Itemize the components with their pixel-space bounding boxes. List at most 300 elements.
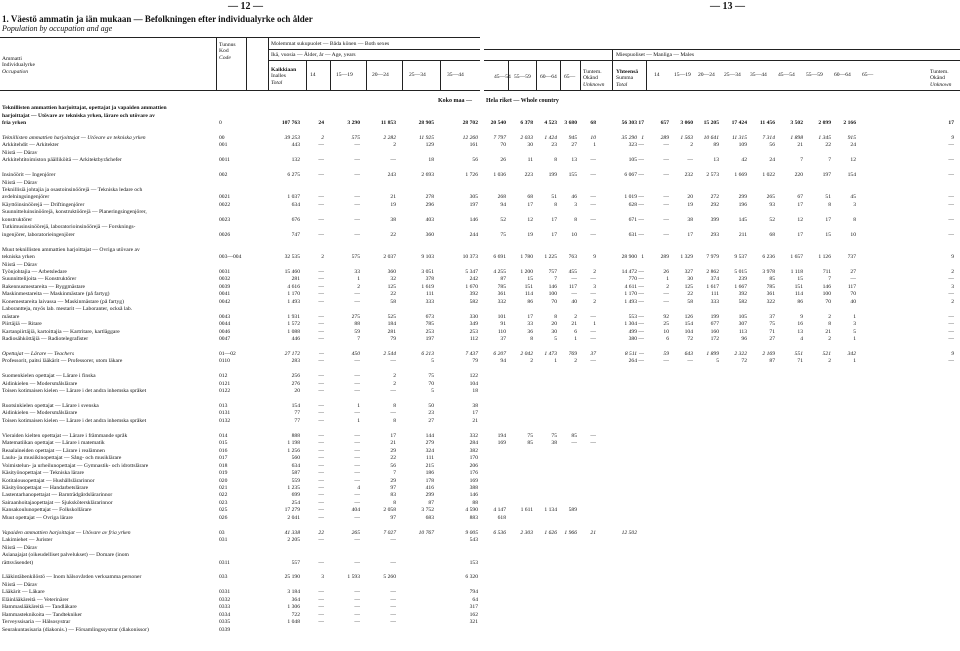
cell-value: 281: [291, 276, 300, 283]
table-row: [2, 381, 480, 388]
cell-value: 1: [357, 403, 360, 409]
cell-value: 79: [390, 336, 396, 342]
cell-value: 1 022: [762, 172, 775, 179]
cell-value: 330: [469, 313, 478, 320]
cell-value: 8: [828, 201, 831, 208]
cell-value: 146: [469, 216, 478, 223]
cell-value: —: [354, 537, 360, 544]
row-label: Toisen kotimaisen kielen — Lärare i det andra inhemska språket: [2, 388, 147, 395]
cell-value: 9 103: [421, 254, 434, 260]
row-label: Opettajat — Lärare — Teachers: [2, 350, 74, 357]
cell-value: 113: [738, 328, 747, 335]
row-label: Kartanpiirtäjiä, kartoittajia — Kartritare, kartläggare: [2, 328, 120, 335]
cell-value: 2: [666, 283, 669, 290]
cell-value: —: [590, 276, 596, 283]
cell-value: —: [663, 231, 669, 238]
cell-value: 1 118: [790, 268, 803, 275]
cell-value: 1 493: [624, 298, 637, 305]
cell-value: 1 966: [564, 529, 577, 536]
row-code: 0335: [219, 619, 231, 626]
row-code: 022: [219, 492, 228, 499]
cell-value: —: [948, 201, 954, 208]
cell-value: 9: [951, 350, 954, 357]
table-row-right: [484, 597, 960, 604]
cell-value: 56: [472, 157, 478, 164]
cell-value: 23: [551, 142, 557, 149]
cell-value: —: [318, 403, 324, 409]
header-age-45-54: 45—54: [494, 74, 511, 80]
cell-value: 560: [291, 455, 300, 462]
cell-value: 22: [390, 231, 396, 238]
cell-value: 37: [590, 350, 596, 357]
cell-value: 711: [822, 268, 831, 275]
cell-value: 4 523: [544, 119, 557, 126]
header-male-age-5: 45—54: [778, 72, 795, 78]
table-row-right: [484, 589, 960, 596]
cell-value: —: [390, 410, 396, 417]
cell-value: 12: [527, 216, 533, 223]
row-code: 0046: [219, 328, 231, 335]
row-label: Suomenkielen opettajat — Lärare i finska: [2, 373, 96, 380]
cell-value: 88: [472, 499, 478, 506]
cell-value: 5: [716, 358, 719, 365]
row-code: 00: [219, 134, 225, 141]
row-label: Suunnitteluinsinöörejä, konstruktöörejä — Planeringsingenjörer,: [2, 209, 147, 216]
cell-value: 17 279: [284, 507, 300, 514]
row-code: 0031: [219, 268, 231, 275]
cell-value: 321: [469, 619, 478, 626]
cell-value: —: [590, 231, 596, 238]
cell-value: —: [571, 291, 577, 298]
row-code: 03: [219, 529, 225, 536]
row-label: tekniska yrken: [2, 254, 35, 260]
cell-value: 333: [425, 298, 434, 305]
cell-value: —: [390, 537, 396, 544]
cell-value: 105: [628, 157, 637, 164]
table-row: [2, 366, 480, 373]
table-row: [2, 351, 480, 358]
cell-value: 244: [469, 231, 478, 238]
header-male-age-3: 25—34: [724, 72, 741, 78]
table-row: [2, 373, 480, 380]
cell-value: —: [638, 142, 644, 149]
cell-value: 278: [425, 194, 434, 201]
cell-value: 56: [390, 462, 396, 469]
cell-value: 24: [850, 142, 856, 149]
cell-value: —: [318, 172, 324, 179]
cell-value: 232: [684, 172, 693, 179]
cell-value: 8 511: [624, 350, 637, 357]
cell-value: 1 048: [287, 619, 300, 626]
row-label: Kansakoulunopettajat — Folkskollärare: [2, 507, 92, 514]
cell-value: 5 015: [734, 268, 747, 275]
cell-value: —: [948, 276, 954, 283]
cell-value: 275: [351, 313, 360, 320]
cell-value: 17: [551, 216, 557, 223]
table-row: [2, 262, 480, 269]
row-label: Käsityönopettajat — Handarbetslärare: [2, 484, 89, 491]
cell-value: 4 590: [465, 507, 478, 514]
cell-value: 265: [351, 529, 360, 536]
cell-value: 20: [687, 194, 693, 201]
cell-value: 416: [425, 484, 434, 491]
cell-value: —: [318, 268, 324, 275]
cell-value: 215: [425, 462, 434, 469]
cell-value: 39 253: [284, 134, 300, 141]
cell-value: 7: [554, 276, 557, 283]
cell-value: 8: [393, 417, 396, 424]
cell-value: 8: [393, 499, 396, 506]
cell-value: —: [638, 268, 644, 275]
table-row-right: [484, 172, 960, 179]
cell-value: —: [318, 619, 324, 626]
cell-value: —: [638, 298, 644, 305]
cell-value: 6 378: [520, 119, 533, 126]
cell-value: 3: [853, 321, 856, 328]
cell-value: —: [638, 216, 644, 223]
cell-value: —: [638, 358, 644, 365]
cell-value: 3: [853, 201, 856, 208]
cell-value: 111: [426, 455, 434, 462]
cell-value: 154: [291, 403, 300, 409]
cell-value: 4 147: [493, 507, 506, 514]
cell-value: 1: [853, 313, 856, 320]
table-row: [2, 105, 480, 112]
cell-value: 199: [548, 172, 557, 179]
table-row: [2, 552, 480, 559]
row-label: Vieraiden kielten opettajat — Lärare i främmande språk: [2, 432, 128, 439]
cell-value: 104: [684, 328, 693, 335]
cell-value: 7: [828, 276, 831, 283]
table-row-right: [484, 574, 960, 581]
cell-value: 194: [497, 432, 506, 439]
table-row: [2, 299, 480, 306]
cell-value: —: [318, 291, 324, 298]
cell-value: —: [318, 507, 324, 514]
right-page: [484, 0, 960, 651]
header-unknown: Tuntem. Okänd Unknown: [583, 69, 605, 88]
cell-value: —: [354, 604, 360, 611]
table-row: [2, 306, 480, 313]
page-number-left: — 12 —: [228, 1, 263, 12]
cell-value: —: [318, 373, 324, 380]
cell-value: 403: [425, 216, 434, 223]
cell-value: 382: [469, 447, 478, 454]
table-row: [2, 396, 480, 403]
cell-value: —: [571, 440, 577, 447]
row-code: 0311: [219, 559, 230, 566]
cell-value: —: [663, 142, 669, 149]
cell-value: 1 493: [287, 298, 300, 305]
cell-value: 582: [738, 298, 747, 305]
cell-value: 32 535: [284, 254, 300, 260]
row-label: Teknillisten ammattien harjoittajat — Utövare av tekniska yrken: [2, 134, 146, 141]
table-row-right: [484, 448, 960, 455]
table-row-right: [484, 537, 960, 544]
row-label: Arkkitehdit — Arkitekter: [2, 142, 59, 149]
cell-value: 27: [571, 142, 577, 149]
row-code: 0122: [219, 388, 231, 395]
cell-value: 11 456: [759, 119, 775, 126]
row-label: konstruktörer: [2, 216, 33, 223]
cell-value: 14 472: [621, 268, 637, 275]
cell-value: 5: [431, 388, 434, 395]
cell-value: 8: [554, 157, 557, 164]
table-row-right: [484, 612, 960, 619]
cell-value: 6 207: [493, 350, 506, 357]
cell-value: 575: [351, 254, 360, 260]
cell-value: 9: [593, 254, 596, 260]
row-code: 014: [219, 432, 228, 439]
row-code: 017: [219, 455, 228, 462]
cell-value: 360: [387, 268, 396, 275]
header-male-age-7: 60—64: [834, 72, 851, 78]
cell-value: —: [638, 201, 644, 208]
cell-value: —: [390, 596, 396, 603]
cell-value: 1 037: [287, 194, 300, 201]
row-code: 0121: [219, 380, 231, 387]
cell-value: 361: [497, 291, 506, 298]
row-code: 0331: [219, 589, 231, 596]
cell-value: —: [354, 432, 360, 439]
cell-value: 114: [524, 291, 533, 298]
cell-value: 317: [469, 604, 478, 611]
cell-value: 945: [568, 134, 577, 141]
cell-value: 15: [527, 276, 533, 283]
cell-value: 17: [638, 119, 644, 126]
cell-value: 268: [497, 194, 506, 201]
cell-value: 883: [469, 514, 478, 521]
cell-value: 553: [628, 313, 637, 320]
cell-value: 888: [291, 432, 300, 439]
header-age-65: 65—: [564, 74, 576, 80]
cell-value: 28 900: [621, 254, 637, 260]
cell-value: 265: [766, 194, 775, 201]
table-row: [2, 276, 480, 283]
cell-value: 111: [711, 291, 719, 298]
cell-value: —: [948, 142, 954, 149]
table-row-right: [484, 492, 960, 499]
table-row: [2, 604, 480, 611]
table-row: [2, 232, 480, 239]
table-row: [2, 500, 480, 507]
row-label: Muut opettajat — Övriga lärare: [2, 514, 73, 521]
cell-value: —: [354, 142, 360, 149]
cell-value: 1 225: [544, 254, 557, 260]
cell-value: 77: [294, 417, 300, 424]
cell-value: —: [663, 172, 669, 179]
row-label: fria yrken: [2, 119, 27, 126]
table-row-right: [484, 351, 960, 358]
cell-value: 18: [472, 388, 478, 395]
cell-value: 1 126: [818, 254, 831, 260]
cell-value: 11: [527, 157, 533, 164]
row-label: Reaalaineiden opettajat — Lärare i realämnen: [2, 447, 105, 454]
cell-value: 2: [321, 254, 324, 260]
cell-value: 634: [291, 201, 300, 208]
table-row: [2, 574, 480, 581]
row-label: Käyttöinsinöörejä — Driftingenjörer: [2, 201, 85, 208]
header-males: Miespuoliset — Manliga — Males: [616, 52, 694, 58]
cell-value: 160: [710, 328, 719, 335]
row-label: Eläinlääkäreitä — Veterinärer: [2, 596, 69, 603]
cell-value: 199: [710, 313, 719, 320]
cell-value: 7: [800, 157, 803, 164]
table-row-right: [484, 254, 960, 261]
cell-value: 551: [794, 350, 803, 357]
cell-value: —: [638, 291, 644, 298]
cell-value: 153: [469, 559, 478, 566]
cell-value: 8: [554, 313, 557, 320]
cell-value: 525: [387, 313, 396, 320]
cell-value: 25 190: [284, 574, 300, 581]
row-code: 0047: [219, 336, 231, 342]
row-label: Lääkintäbenkilöstö — Inom hälsovården verksamma personer: [2, 574, 142, 581]
cell-value: 110: [497, 328, 506, 335]
cell-value: 499: [628, 328, 637, 335]
cell-value: 29: [390, 447, 396, 454]
cell-value: 197: [822, 172, 831, 179]
cell-value: 19: [687, 201, 693, 208]
row-label: mästare: [2, 313, 20, 320]
cell-value: 58: [390, 298, 396, 305]
cell-value: 29: [390, 477, 396, 484]
cell-value: —: [390, 619, 396, 626]
cell-value: 75: [551, 432, 557, 439]
row-label: Radiosähköttäjiä — Radiotelegrafister: [2, 336, 89, 342]
cell-value: 21: [825, 328, 831, 335]
header-male-age-4: 35—44: [750, 72, 767, 78]
cell-value: —: [318, 216, 324, 223]
cell-value: —: [318, 514, 324, 521]
row-code: 025: [219, 507, 228, 514]
table-row-right: [484, 217, 960, 224]
cell-value: 399: [710, 216, 719, 223]
cell-value: 7 314: [762, 134, 775, 141]
cell-value: 70: [428, 380, 434, 387]
cell-value: 299: [425, 492, 434, 499]
row-label: Laborantteja, myös lab. mestarit — Laboranter, också lab.: [2, 306, 133, 313]
table-row-right: [484, 560, 960, 567]
cell-value: 21: [390, 194, 396, 201]
cell-value: 151: [794, 283, 803, 290]
cell-value: —: [663, 157, 669, 164]
table-row: [2, 485, 480, 492]
cell-value: —: [354, 499, 360, 506]
cell-value: —: [318, 283, 324, 290]
table-row: [2, 113, 480, 120]
cell-value: 129: [425, 142, 434, 149]
cell-value: —: [390, 388, 396, 395]
table-row: [2, 291, 480, 298]
cell-value: —: [318, 455, 324, 462]
table-row-right: [484, 314, 960, 321]
cell-value: 5: [853, 328, 856, 335]
cell-value: 79: [472, 358, 478, 365]
cell-value: 107 763: [281, 119, 300, 126]
cell-value: 281: [387, 328, 396, 335]
row-code: 033: [219, 574, 228, 581]
header-males-total: Yhteensä Summa Total: [616, 69, 639, 88]
cell-value: 24: [769, 157, 775, 164]
cell-value: 677: [710, 321, 719, 328]
row-label: Niistä — Därav: [2, 149, 38, 156]
cell-value: 1 473: [544, 350, 557, 357]
table-row: [2, 589, 480, 596]
row-code: 0032: [219, 276, 231, 283]
row-code: 021: [219, 484, 228, 491]
cell-value: 1: [593, 142, 596, 149]
table-row: [2, 597, 480, 604]
cell-value: —: [638, 283, 644, 290]
cell-value: 162: [469, 611, 478, 618]
cell-value: 10 641: [703, 134, 719, 141]
cell-value: —: [318, 298, 324, 305]
cell-value: 17: [825, 216, 831, 223]
cell-value: —: [590, 157, 596, 164]
header-male-age-8: 65—: [862, 72, 874, 78]
table-row: [2, 560, 480, 567]
table-row-right: [484, 440, 960, 447]
cell-value: 6: [666, 336, 669, 342]
cell-value: 7: [357, 336, 360, 342]
table-row-right: [484, 530, 960, 537]
cell-value: 673: [425, 313, 434, 320]
row-code: 020: [219, 477, 228, 484]
cell-value: 305: [469, 194, 478, 201]
cell-value: 2 573: [706, 172, 719, 179]
cell-value: 1 088: [287, 328, 300, 335]
cell-value: 4: [357, 484, 360, 491]
row-code: 0132: [219, 417, 231, 424]
cell-value: 87: [500, 276, 506, 283]
row-label: Hammaslääkäreitä — Tandläkare: [2, 604, 77, 611]
table-row: [2, 120, 480, 127]
cell-value: 1 611: [520, 507, 533, 514]
cell-value: 112: [469, 336, 478, 342]
table-row-right: [484, 157, 960, 164]
table-row-right: [484, 269, 960, 276]
cell-value: —: [354, 380, 360, 387]
cell-value: 30: [687, 276, 693, 283]
row-label: Piirtäjiä — Ritare: [2, 321, 42, 328]
table-row: [2, 522, 480, 529]
cell-value: 2 041: [287, 514, 300, 521]
cell-value: 17: [948, 119, 954, 126]
cell-value: 770: [628, 276, 637, 283]
header-age-60-64: 60—64: [540, 74, 557, 80]
cell-value: 13: [571, 157, 577, 164]
row-code: 019: [219, 470, 228, 477]
cell-value: 75: [527, 432, 533, 439]
cell-value: 15: [797, 276, 803, 283]
row-code: 023: [219, 499, 228, 506]
table-row: [2, 127, 480, 134]
table-row: [2, 187, 480, 194]
cell-value: 333: [710, 298, 719, 305]
row-code: 0333: [219, 604, 231, 611]
cell-value: 37: [769, 313, 775, 320]
cell-value: 10: [663, 328, 669, 335]
cell-value: 11 853: [380, 119, 396, 126]
header-male-age-1: 15—19: [674, 72, 691, 78]
cell-value: 2: [530, 358, 533, 365]
cell-value: 114: [794, 291, 803, 298]
cell-value: —: [390, 604, 396, 611]
cell-value: 785: [425, 321, 434, 328]
cell-value: 70: [825, 298, 831, 305]
cell-value: 737: [847, 254, 856, 260]
